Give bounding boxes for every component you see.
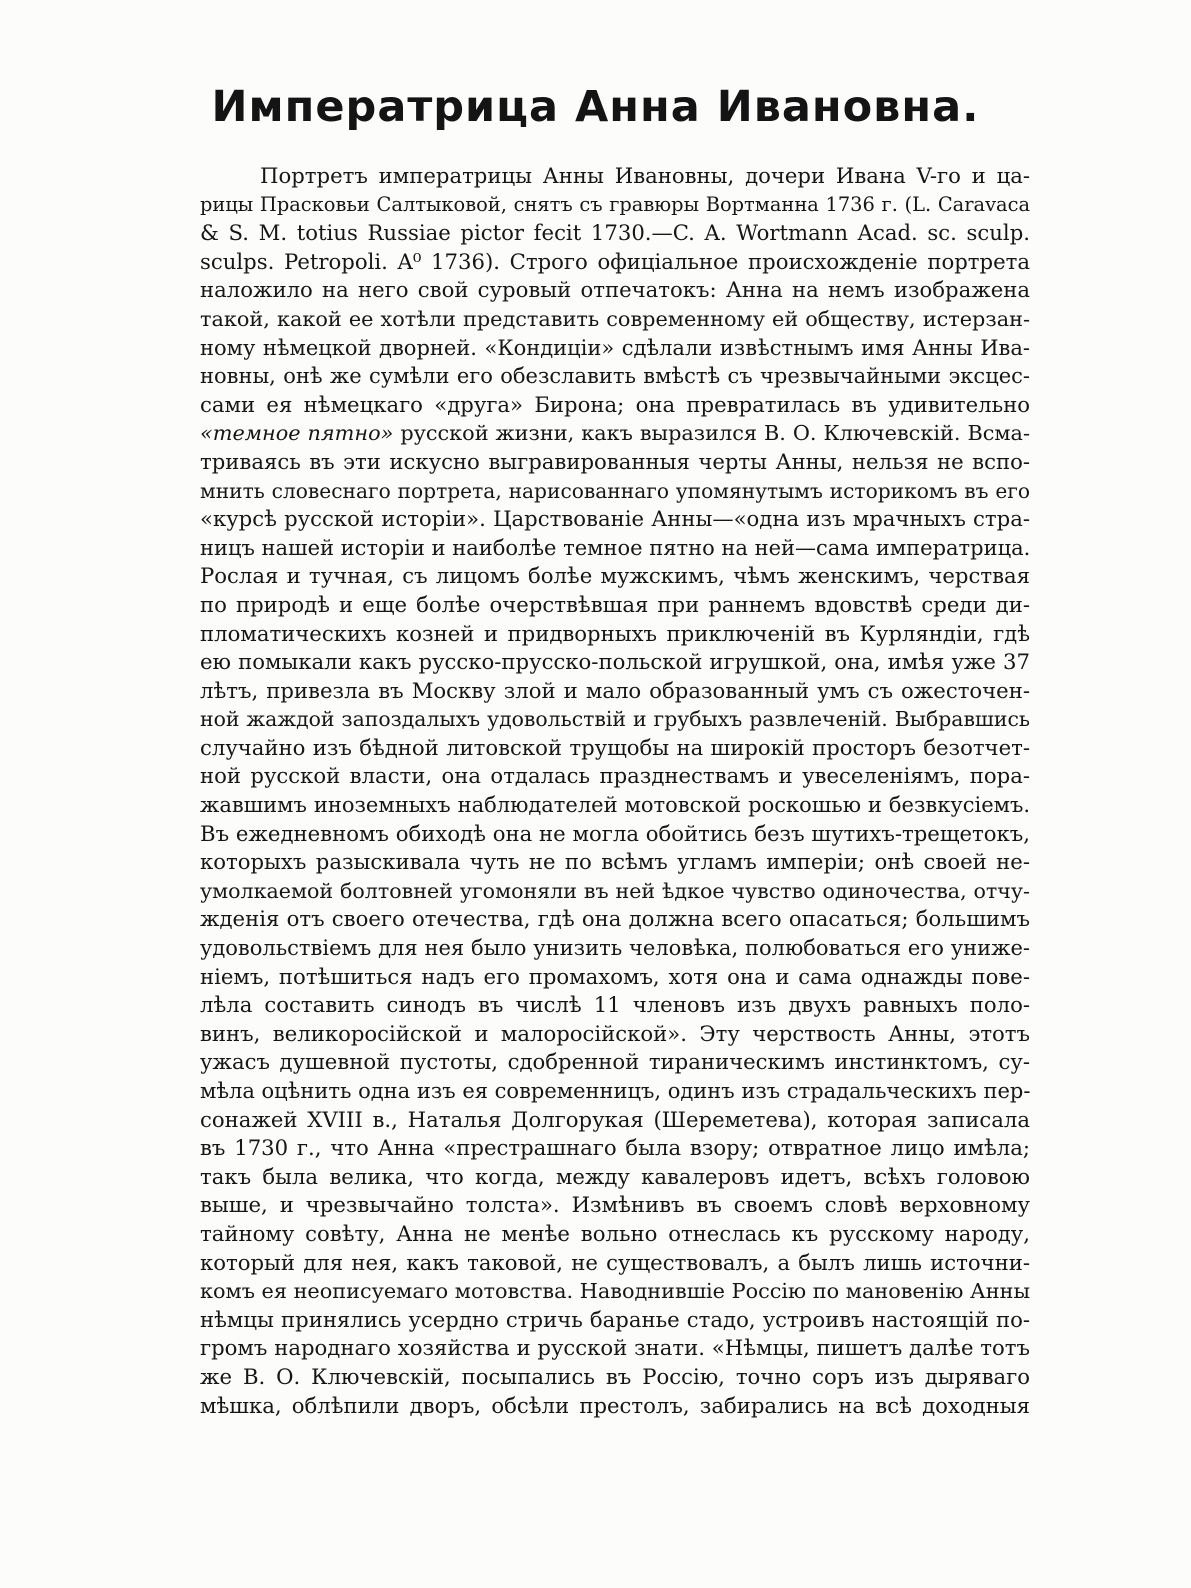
text-line: выше, и чрезвычайно толста». Измѣнивъ въ своемъ словѣ верховному xyxy=(200,1192,1030,1218)
text-line: ужасъ душевной пустоты, сдобренной тираническимъ инстинктомъ, су- xyxy=(200,1049,1030,1075)
text-line: жавшимъ иноземныхъ наблюдателей мотовской роскошью и безвкусіемъ. xyxy=(200,793,1030,818)
text-line: сонажей XVIII в., Наталья Долгорукая (Шереметева), которая записала xyxy=(200,1106,1030,1132)
text-line: новны, онѣ же сумѣли его обезславить вмѣстѣ съ чрезвычайными эксцес- xyxy=(200,364,1030,389)
text-line: лѣтъ, привезла въ Москву злой и мало образованный умъ съ ожесточен- xyxy=(200,677,1030,703)
text-line: жденія отъ своего отечества, гдѣ она должна всего опасаться; большимъ xyxy=(200,906,1030,932)
text-line: комъ ея неописуемаго мотовства. Наводнившіе Россію по мановенію Анны xyxy=(200,1279,1030,1304)
text-line: такой, какой ее хотѣли представить современному ей обществу, истерзан- xyxy=(200,306,1030,331)
text-line: случайно изъ бѣдной литовской трущобы на широкій просторъ безотчет- xyxy=(200,734,1030,760)
text-line: громъ народнаго хозяйства и русской знати. «Нѣмцы, пишетъ далѣе тотъ xyxy=(200,1335,1030,1361)
text-line: тайному совѣту, Анна не менѣе вольно отнеслась къ русскому народу, xyxy=(200,1220,1030,1246)
text-line: пломатическихъ козней и придворныхъ приключеній въ Курляндіи, гдѣ xyxy=(200,620,1030,646)
text-line: Рослая и тучная, съ лицомъ болѣе мужскимъ, чѣмъ женскимъ, черствая xyxy=(200,563,1030,589)
text-line: мѣла оцѣнить одна изъ ея современницъ, одинъ изъ страдальческихъ пер- xyxy=(200,1079,1030,1103)
text-line: въ 1730 г., что Анна «престрашнаго была взору; отвратное лицо имѣла; xyxy=(200,1135,1030,1161)
text-line: ніемъ, потѣшиться надъ его промахомъ, хотя она и сама однажды пове- xyxy=(200,963,1030,989)
text-line: sculps. Petropoli. A⁰ 1736). Строго офиціальное происхожденіе портрета xyxy=(200,248,1030,274)
text-line: «курсѣ русской исторіи». Царствованіе Анны—«одна изъ мрачныхъ стра- xyxy=(200,506,1030,532)
text-line: такъ была велика, что когда, между кавалеровъ идетъ, всѣхъ головою xyxy=(200,1163,1030,1189)
text-line: ной жаждой запоздалыхъ удовольствій и грубыхъ развлеченій. Выбравшись xyxy=(200,707,1030,732)
text-line: винъ, великоросійской и малоросійской». Эту черствость Анны, этотъ xyxy=(200,1020,1030,1046)
text-line: умолкаемой болтовней угомоняли въ ней ѣдкое чувство одиночества, отчу- xyxy=(200,878,1030,903)
text-line: нѣмцы принялись усердно стричь баранье стадо, устроивъ настоящій по- xyxy=(200,1306,1030,1332)
text-line: ной русской власти, она отдалась празднествамъ и увеселеніямъ, пора- xyxy=(200,763,1030,789)
text-line: же В. О. Ключевскій, посыпались въ Россію, точно соръ изъ дыряваго xyxy=(200,1363,1030,1389)
text-line: & S. M. totius Russiae pictor fecit 1730.—C. A. Wortmann Acad. sc. sculp. xyxy=(200,220,1030,246)
text-line xyxy=(200,419,1030,448)
text-line: по природѣ и еще болѣе очерствѣвшая при раннемъ вдовствѣ среди ди- xyxy=(200,591,1030,617)
text-line: триваясь въ эти искусно выгравированныя черты Анны, нельзя не вспо- xyxy=(200,448,1030,474)
text-line: ею помыкали какъ русско-прусско-польской игрушкой, она, имѣя уже 37 xyxy=(200,649,1030,675)
text-line: которыхъ разыскивала чуть не по всѣмъ угламъ имперіи; онѣ своей не- xyxy=(200,849,1030,875)
text-line: наложило на него свой суровый отпечатокъ: Анна на немъ изображена xyxy=(200,277,1030,303)
text-line: сами ея нѣмецкаго «друга» Бирона; она превратилась въ удивительно xyxy=(200,391,1030,417)
text-line: рицы Прасковьи Салтыковой, снятъ съ гравюры Вортманна 1736 г. (L. Caravaca xyxy=(200,192,1030,216)
text-line: ницъ нашей исторіи и наиболѣе темное пятно на ней—сама императрица. xyxy=(200,535,1030,560)
text-line: Въ ежедневномъ обиходѣ она не могла обойтись безъ шутихъ-трещетокъ, xyxy=(200,820,1030,846)
text-line: мѣшка, облѣпили дворъ, обсѣли престолъ, забирались на всѣ доходныя xyxy=(200,1392,1030,1418)
text-line: удовольствіемъ для нея было унизить человѣка, полюбоваться его униже- xyxy=(200,936,1030,961)
page-title: Императрица Анна Ивановна. xyxy=(211,82,980,132)
text-line: который для нея, какъ таковой, не существовалъ, а былъ лишь источни- xyxy=(200,1249,1030,1275)
italic-phrase: «темное пятно» xyxy=(200,421,394,446)
text-line: лѣла составить синодъ въ числѣ 11 членовъ изъ двухъ равныхъ поло- xyxy=(200,992,1030,1018)
text-line-rest: русской жизни, какъ выразился В. О. Ключевскій. Всма- xyxy=(393,421,1030,446)
body-text xyxy=(200,162,1030,1420)
text-line: Портретъ императрицы Анны Ивановны, дочери Ивана V-го и ца- xyxy=(260,163,1030,188)
text-line: ному нѣмецкой дворней. «Кондиціи» сдѣлали извѣстнымъ имя Анны Ива- xyxy=(200,335,1030,360)
text-line: мнить словеснаго портрета, нарисованнаго упомянутымъ историкомъ въ его xyxy=(200,478,1030,503)
